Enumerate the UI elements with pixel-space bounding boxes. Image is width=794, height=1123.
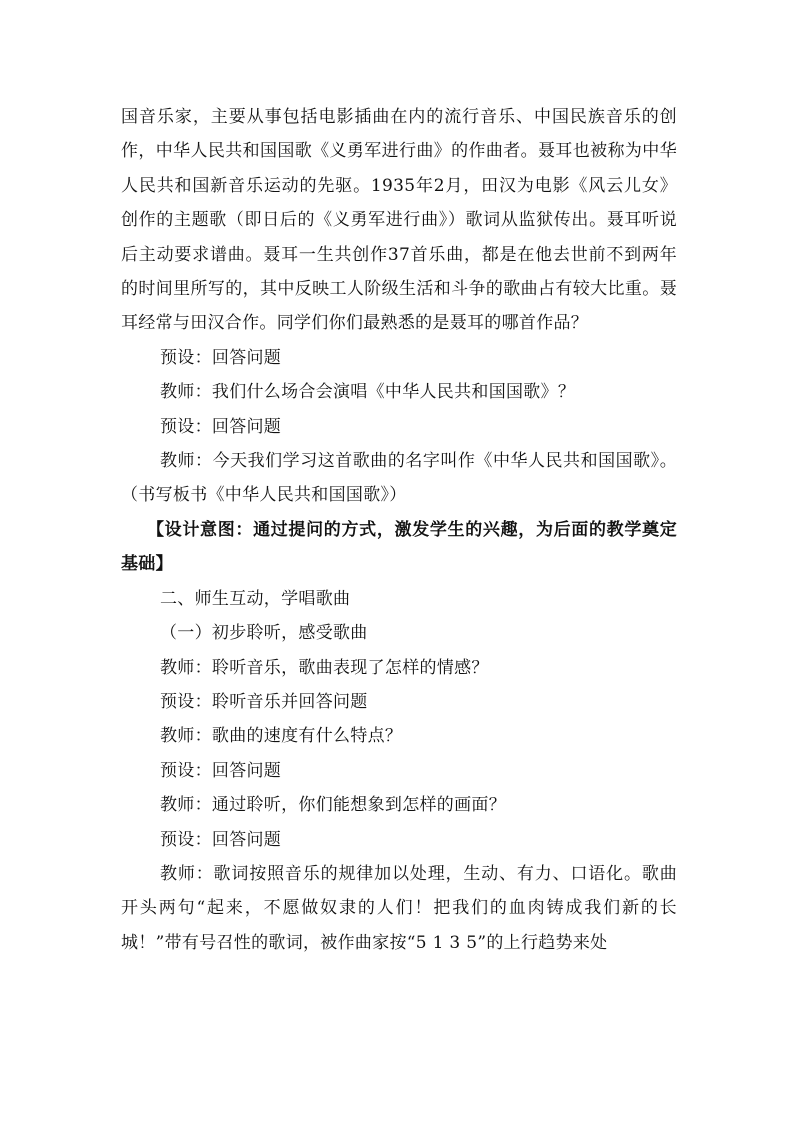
paragraph-teacher-title: 教师：今天我们学习这首歌曲的名字叫作《中华人民共和国国歌》。（书写板书《中华人民共和国国歌》）	[121, 451, 677, 506]
subsection-heading-one: （一）初步聆听，感受歌曲	[160, 623, 368, 644]
paragraph-teacher-lyrics: 教师：歌词按照音乐的规律加以处理，生动、有力、口语化。歌曲开头两句“起来，不愿做奴隶的人们！把我们的血肉铸成我们新的长城！”带有号召性的歌词，被作曲家按“5 1 3 5”的上行趋势来处	[121, 863, 677, 953]
paragraph-preset-5: 预设：回答问题	[160, 829, 282, 850]
paragraph-preset-1: 预设：回答问题	[160, 347, 282, 368]
paragraph-preset-4: 预设：回答问题	[160, 760, 282, 781]
paragraph-teacher-question-3: 教师：歌曲的速度有什么特点？	[160, 726, 403, 747]
paragraph-teacher-question-4: 教师：通过聆听，你们能想象到怎样的画面？	[160, 795, 506, 816]
section-heading-two: 二、师生互动，学唱歌曲	[160, 588, 351, 609]
paragraph-teacher-question-2: 教师：聆听音乐，歌曲表现了怎样的情感？	[160, 657, 489, 678]
paragraph-preset-2: 预设：回答问题	[160, 416, 282, 437]
page-body	[121, 100, 677, 960]
paragraph-preset-3: 预设：聆听音乐并回答问题	[160, 691, 368, 712]
paragraph-nie-er-intro: 国音乐家，主要从事包括电影插曲在内的流行音乐、中国民族音乐的创作，中华人民共和国国歌《义勇军进行曲》的作曲者。聂耳也被称为中华人民共和国新音乐运动的先驱。1935年2月，田汉为电影《风云儿女》创作的主题歌（即日后的《义勇军进行曲》）歌词从监狱传出。聂耳听说后主动要求谱曲。聂耳一生共创作37首乐曲，都是在他去世前不到两年的时间里所写的，其中反映工人阶级生活和斗争的歌曲占有较大比重。聂耳经常与田汉合作。同学们你们最熟悉的是聂耳的哪首作品？	[121, 107, 677, 334]
paragraph-design-intent: 【设计意图：通过提问的方式，激发学生的兴趣，为后面的教学奠定基础】	[121, 519, 677, 575]
paragraph-teacher-question-1: 教师：我们什么场合会演唱《中华人民共和国国歌》？	[160, 382, 576, 403]
